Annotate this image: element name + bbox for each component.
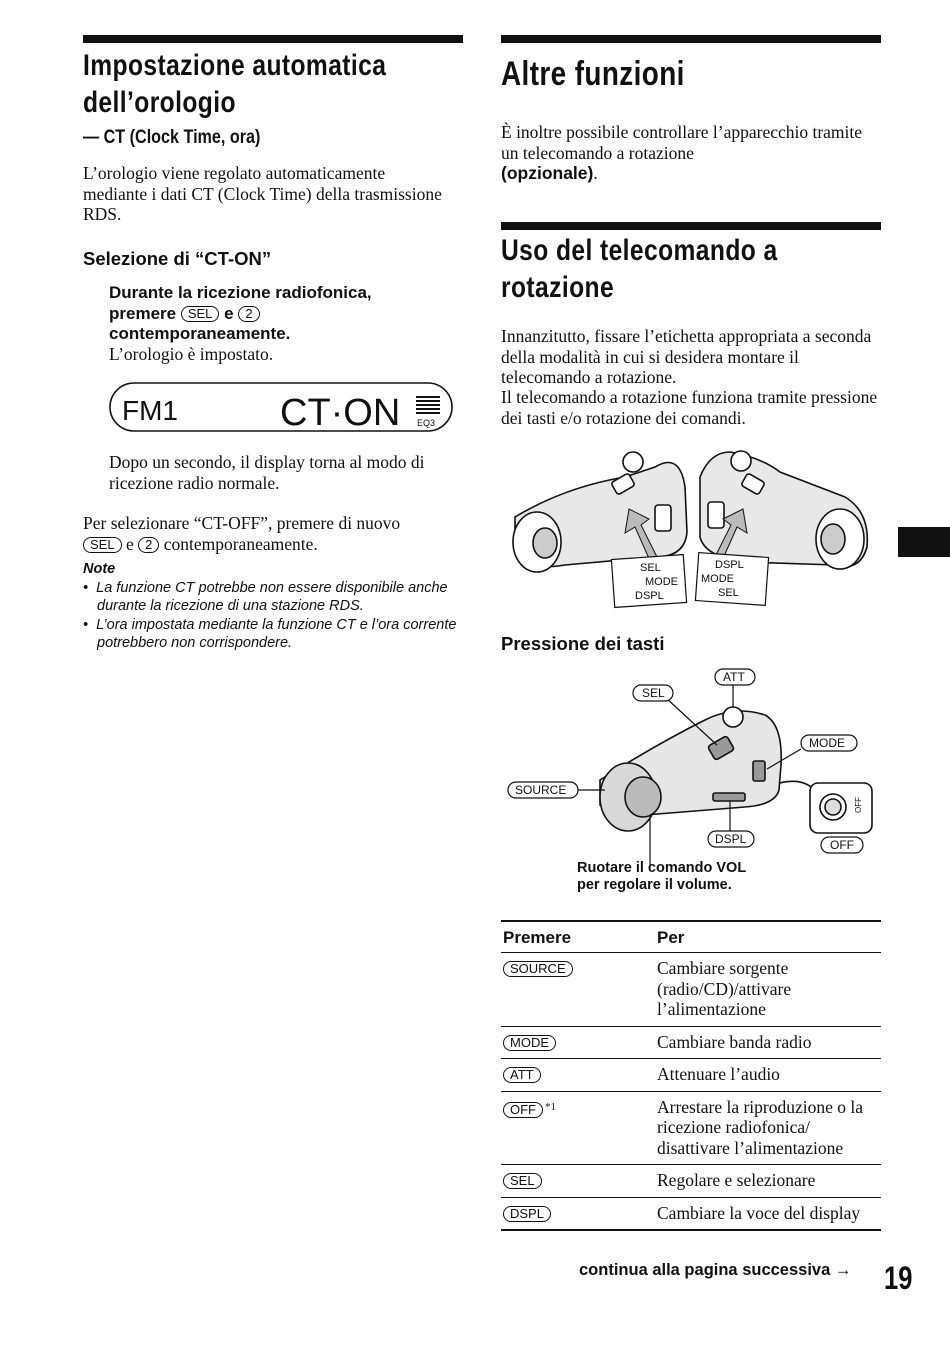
action-source: Cambiare sorgente (radio/CD)/attivare l’alimentazione (655, 953, 881, 1027)
left-heading-rule (83, 35, 463, 43)
after-display-text: Dopo un secondo, il display torna al modo di ricezione radio normale. (109, 452, 425, 493)
left-intro: L’orologio viene regolato automaticamente mediante i dati CT (Clock Time) della trasmissione RDS. (83, 163, 442, 224)
label-right-sel: SEL (718, 587, 739, 599)
ct-off-and: e (125, 533, 134, 554)
right-title-1: Altre funzioni (501, 55, 685, 93)
callout-mode-text: MODE (809, 736, 845, 750)
action-dspl: Cambiare la voce del display (655, 1197, 881, 1230)
display-band: FM1 (122, 395, 178, 426)
callout-att-text: ATT (723, 670, 745, 684)
action-sel: Regolare e selezionare (655, 1165, 881, 1198)
left-title-line1: Impostazione automatica (83, 49, 387, 82)
step-line-1: Durante la ricezione radiofonica, (109, 283, 372, 302)
right-intro-text: È inoltre possibile controllare l’apparecchio tramite un telecomando a rotazione (501, 122, 863, 163)
key-att: ATT (503, 1067, 541, 1083)
label-right-mode: MODE (701, 573, 734, 585)
action-off: Arrestare la riproduzione o la ricezione radiofonica/ disattivare l’alimentazione (655, 1091, 881, 1165)
callout-off-text: OFF (830, 838, 854, 852)
label-right-dspl: DSPL (715, 559, 744, 571)
vol-caption-line2: per regolare il volume. (577, 877, 732, 893)
step-instruction (109, 283, 464, 345)
button-function-table (501, 920, 881, 1231)
footnote-marker: *1 (545, 1100, 556, 1113)
table-row (501, 953, 881, 1027)
callout-dspl-text: DSPL (715, 832, 747, 846)
key-source: SOURCE (503, 961, 573, 977)
callout-source-text: SOURCE (515, 783, 567, 797)
note-text-2: L’ora impostata mediante la funzione CT e l’ora corrente potrebbero non corrispondere. (96, 617, 457, 651)
ct-off-text-b: contemporaneamente. (163, 533, 318, 554)
ct-off-instruction (83, 513, 453, 554)
display-eq: EQ3 (417, 418, 436, 428)
note-title: Note (83, 561, 116, 577)
section-tab-marker (898, 527, 950, 557)
action-att: Attenuare l’audio (655, 1059, 881, 1092)
key-off: OFF (503, 1102, 543, 1118)
lcd-display (108, 380, 456, 436)
left-subtitle: — CT (Clock Time, ora) (83, 127, 261, 148)
key-sel: SEL (503, 1173, 542, 1189)
note-item-2: • L’ora impostata mediante la funzione CT e l’ora corrente potrebbero non corrispondere. (83, 617, 457, 651)
label-left-sel: SEL (640, 562, 661, 574)
table-header-action: Per (655, 921, 881, 953)
step-line-2 (109, 304, 464, 325)
table-header-key: Premere (501, 921, 655, 953)
label-left-mode: MODE (645, 576, 678, 588)
step-and: e (224, 303, 234, 323)
remote-mounting-illustration (505, 447, 877, 612)
right-heading-rule-1 (501, 35, 881, 43)
sel-key-2: SEL (83, 537, 122, 553)
label-left-dspl: DSPL (635, 590, 664, 602)
right-heading-rule-2 (501, 222, 881, 230)
right-intro-end: . (593, 163, 598, 183)
table-row (501, 1026, 881, 1059)
right-title-2-line1: Uso del telecomando a (501, 234, 778, 267)
two-key-2: 2 (138, 537, 159, 553)
right-body-3: Il telecomando a rotazione funziona tramite pressione dei tasti e/o rotazione dei comandi. (501, 387, 878, 428)
table-row (501, 1165, 881, 1198)
callout-sel-text: SEL (642, 686, 665, 700)
table-row (501, 1091, 881, 1165)
right-body-2: Innanzitutto, fissare l’etichetta appropriata a seconda della modalità in cui si desidera montare il telecomando a rotazione. (501, 326, 872, 387)
key-mode: MODE (503, 1035, 556, 1051)
step-result: L’orologio è impostato. (109, 344, 274, 364)
sel-key: SEL (181, 306, 220, 322)
step-premere: premere (109, 303, 177, 323)
step-line-3: contemporaneamente. (109, 324, 291, 343)
two-key: 2 (238, 306, 259, 322)
table-row (501, 1059, 881, 1092)
vol-caption (577, 860, 746, 894)
press-heading: Pressione dei tasti (501, 633, 665, 654)
note-text-1: La funzione CT potrebbe non essere disponibile anche durante la ricezione di una stazione RDS. (96, 580, 448, 614)
key-dspl: DSPL (503, 1206, 551, 1222)
table-header-row (501, 921, 881, 953)
right-intro-bold: (opzionale) (501, 163, 594, 183)
ct-off-text-a: Per selezionare “CT-OFF”, premere di nuovo (83, 513, 401, 533)
right-title-2-line2: rotazione (501, 271, 615, 304)
continue-text: continua alla pagina successiva → (579, 1261, 852, 1279)
table-row (501, 1197, 881, 1230)
section-heading-ct-on: Selezione di “CT-ON” (83, 248, 272, 269)
note-item-1: • La funzione CT potrebbe non essere disponibile anche durante la ricezione di una stazione RDS. (83, 580, 448, 614)
action-mode: Cambiare banda radio (655, 1026, 881, 1059)
off-small-label: OFF (854, 797, 863, 813)
right-intro (501, 122, 876, 184)
display-text: CT·ON (280, 392, 401, 434)
page-number: 19 (884, 1260, 913, 1296)
left-title-line2: dell’orologio (83, 86, 236, 119)
vol-caption-line1: Ruotare il comando VOL (577, 860, 747, 876)
